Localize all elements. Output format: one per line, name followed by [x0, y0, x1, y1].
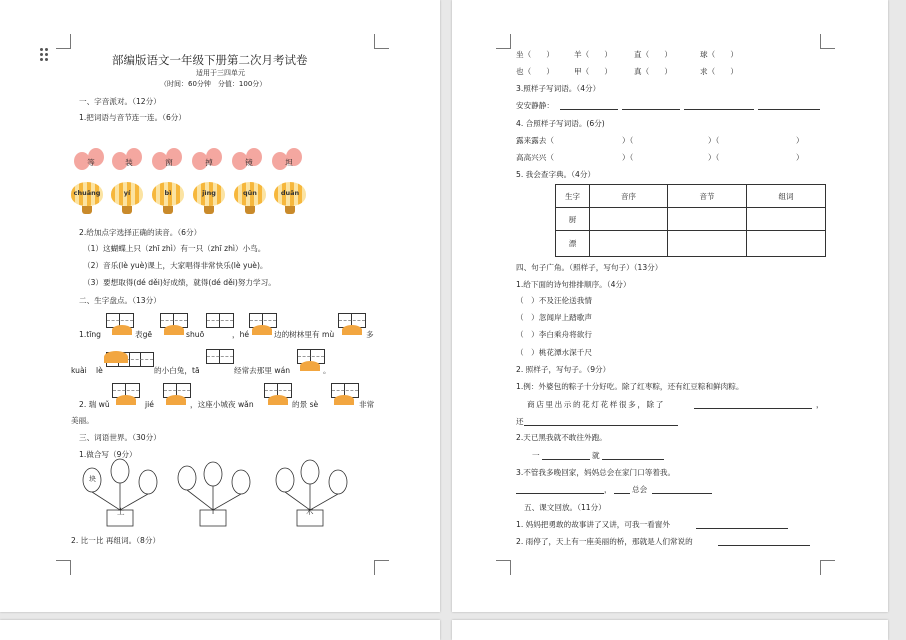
butterfly-card[interactable]: 坦 [272, 148, 306, 174]
crop-mark [820, 560, 835, 575]
pinyin-text: 的景 sè [292, 400, 319, 409]
table-cell[interactable] [590, 208, 668, 231]
question-text: 3.照样子写词语。（4分） [516, 84, 601, 93]
question-text: 5. 我会查字典。（4分） [516, 170, 596, 179]
balloon-card[interactable]: jìng [191, 182, 227, 216]
pinyin-text: jié [145, 400, 154, 409]
answer-line[interactable] [614, 493, 630, 494]
crop-mark [820, 34, 835, 49]
pinyin-text: 的小白兔，tā [154, 366, 200, 375]
table-cell[interactable] [668, 208, 747, 231]
question-line: （2）音乐(lè yuè)课上，大家唱得非常快乐(lè yuè)。 [83, 261, 268, 270]
crop-mark [56, 560, 71, 575]
document-page-1 [0, 0, 440, 612]
pinyin-text: 表gē [135, 330, 153, 339]
table-header: 组词 [747, 185, 826, 208]
snail-icon [252, 325, 272, 335]
ordering-item[interactable]: （ ）忽闻岸上踏歌声 [516, 313, 592, 322]
word-blank: 甲（ ） [574, 67, 612, 76]
table-header: 生字 [556, 185, 590, 208]
section-heading: 二、生字盘点。（13分） [79, 296, 161, 305]
tree-root-label: 木 [306, 507, 314, 516]
pinyin-text: 边的树林里有 mù [274, 330, 335, 339]
example-label: 安安静静： [516, 101, 554, 110]
table-header: 音序 [590, 185, 668, 208]
answer-line[interactable] [602, 459, 664, 460]
question-text: 1.给下面的诗句排排顺序。（4分） [516, 280, 631, 289]
section-heading: 四、句子广角。（照样子，写句子）（13分） [516, 263, 663, 272]
snail-icon [166, 395, 186, 405]
table-header: 音节 [668, 185, 747, 208]
question-text: 2.给加点字选择正确的读音。（6分） [79, 228, 202, 237]
word-blank: 也（ ） [516, 67, 554, 76]
example-label: 高高兴兴（ [516, 153, 554, 162]
dictionary-table [555, 184, 826, 257]
ordering-item[interactable]: （ ）不及汪伦送我情 [516, 296, 592, 305]
question-text: 1.做合写（9分） [79, 450, 137, 459]
tree-root-label: i [212, 507, 215, 516]
static-text: 就 [592, 451, 600, 460]
static-text: 一 [532, 451, 540, 460]
answer-line[interactable] [542, 459, 590, 460]
butterfly-card[interactable]: 窗 [152, 148, 186, 174]
answer-line[interactable] [684, 109, 754, 110]
question-line: 3.不管我多晚回家，妈妈总会在家门口等着我。 [516, 468, 676, 477]
ordering-item[interactable]: （ ）李白乘舟将欲行 [516, 330, 592, 339]
pinyin-text: 2. 瑞 wǔ [79, 400, 110, 409]
balloon-card[interactable]: qūn [232, 182, 268, 216]
blank-paren[interactable]: ）（ [708, 153, 720, 162]
static-text: ， [604, 485, 612, 494]
pinyin-text: 1.tīng [79, 330, 101, 339]
section-heading: 三、词语世界。（30分） [79, 433, 161, 442]
pinyin-text: shuō [186, 330, 205, 339]
blank-paren[interactable]: ）（ [622, 136, 634, 145]
tree-root-label: 土 [117, 507, 125, 516]
question-text: 2. 照样子，写句子。（9分） [516, 365, 611, 374]
word-blank: 羊（ ） [574, 50, 612, 59]
snail-icon [112, 325, 132, 335]
static-text: 非常 [359, 400, 375, 409]
drag-handle-icon[interactable] [40, 48, 50, 62]
butterfly-card[interactable]: 等 [74, 148, 108, 174]
answer-line[interactable] [652, 493, 712, 494]
time-line: （时间：60分钟 分值：100分） [160, 80, 267, 88]
question-line: 2. 雨停了，天上有一座美丽的桥，那就是人们常说的 [516, 537, 693, 546]
word-blank: 直（ ） [634, 50, 672, 59]
answer-line[interactable] [560, 109, 618, 110]
pinyin-text: lè [96, 366, 103, 375]
word-blank: 真（ ） [634, 67, 672, 76]
crop-mark [374, 34, 389, 49]
balloon-tree-diagram [80, 458, 400, 530]
butterfly-card[interactable]: 装 [112, 148, 146, 174]
answer-line[interactable] [516, 493, 604, 494]
butterfly-card[interactable]: 镜 [232, 148, 266, 174]
pinyin-text: kuài [71, 366, 87, 375]
static-text: 。 [323, 366, 331, 375]
crop-mark [496, 560, 511, 575]
snail-icon [300, 361, 320, 371]
document-page-2 [452, 0, 888, 612]
balloon-card[interactable]: chuāng [69, 182, 105, 216]
section-heading: 五、课文回放。（11分） [524, 503, 606, 512]
question-line: 商店里出示的花灯花样很多，除了 [527, 400, 665, 409]
pinyin-text: ，hé [232, 330, 250, 339]
balloon-card[interactable]: bì [150, 182, 186, 216]
question-text: 4. 合照样子写词语。(6分) [516, 119, 605, 128]
answer-line[interactable] [718, 545, 810, 546]
question-line: 还 [516, 417, 524, 426]
snail-icon [116, 395, 136, 405]
subtitle: 适用于三四单元 [196, 69, 245, 77]
table-cell[interactable] [590, 231, 668, 257]
question-line: 1. 妈妈把勇敢的故事讲了又讲，可我一看窗外 [516, 520, 670, 529]
blank-paren: ） [796, 136, 804, 145]
answer-line[interactable] [758, 109, 820, 110]
static-text: ， [816, 400, 824, 409]
question-line: （3）要想取得(dé děi)好成绩，就得(dé děi)努力学习。 [83, 278, 276, 287]
word-blank: 坐（ ） [516, 50, 554, 59]
section-heading: 一、字音派对。（12分） [79, 97, 161, 106]
document-title: 部编版语文一年级下册第二次月考试卷 [112, 53, 308, 67]
question-line: 2.天已黑我就不敢往外跑。 [516, 433, 607, 442]
pinyin-text: 经常去那里 wán [234, 366, 291, 375]
table-row-label: 厨 [556, 208, 590, 231]
static-text: 美丽。 [71, 416, 94, 425]
answer-line[interactable] [622, 109, 680, 110]
crop-mark [56, 34, 71, 49]
answer-line[interactable] [524, 425, 678, 426]
answer-line[interactable] [694, 408, 812, 409]
question-line: （1）这蝴蝶上只（zhī zhì）有一只（zhī zhì）小鸟。 [83, 244, 266, 253]
caterpillar-icon [104, 351, 128, 363]
example-sentence: 1.例：外婆包的粽子十分好吃。除了红枣粽，还有红豆粽和鲜肉粽。 [516, 382, 744, 391]
snail-icon [268, 395, 288, 405]
snail-icon [342, 325, 362, 335]
balloon-card[interactable]: yí [109, 182, 145, 216]
static-text: 总会 [632, 485, 648, 494]
pinyin-text: ，这座小城夜 wǎn [190, 400, 254, 409]
static-text: 多 [366, 330, 374, 339]
table-cell[interactable] [747, 208, 826, 231]
snail-icon [334, 395, 354, 405]
crop-mark [374, 560, 389, 575]
document-page-3 [0, 620, 440, 640]
writing-grid[interactable] [206, 313, 234, 328]
blank-paren[interactable]: ）（ [708, 136, 720, 145]
writing-grid[interactable] [206, 349, 234, 364]
ordering-item[interactable]: （ ）桃花潭水深千尺 [516, 348, 592, 357]
table-row-label: 漂 [556, 231, 590, 257]
word-blank: 球（ ） [700, 50, 738, 59]
crop-mark [496, 34, 511, 49]
table-cell[interactable] [747, 231, 826, 257]
table-cell[interactable] [668, 231, 747, 257]
question-text: 2. 比一比 再组词。（8分） [71, 536, 161, 545]
snail-icon [164, 325, 184, 335]
balloon-card[interactable]: duān [272, 182, 308, 216]
word-blank: 求（ ） [700, 67, 738, 76]
blank-paren: ） [796, 153, 804, 162]
blank-paren[interactable]: ）（ [622, 153, 634, 162]
balloon-word: 块 [89, 475, 96, 483]
butterfly-card[interactable]: 掉 [192, 148, 226, 174]
example-label: 露来露去（ [516, 136, 554, 145]
answer-line[interactable] [696, 528, 788, 529]
question-text: 1.把词语与音节连一连。（6分） [79, 113, 186, 122]
document-page-4 [452, 620, 888, 640]
